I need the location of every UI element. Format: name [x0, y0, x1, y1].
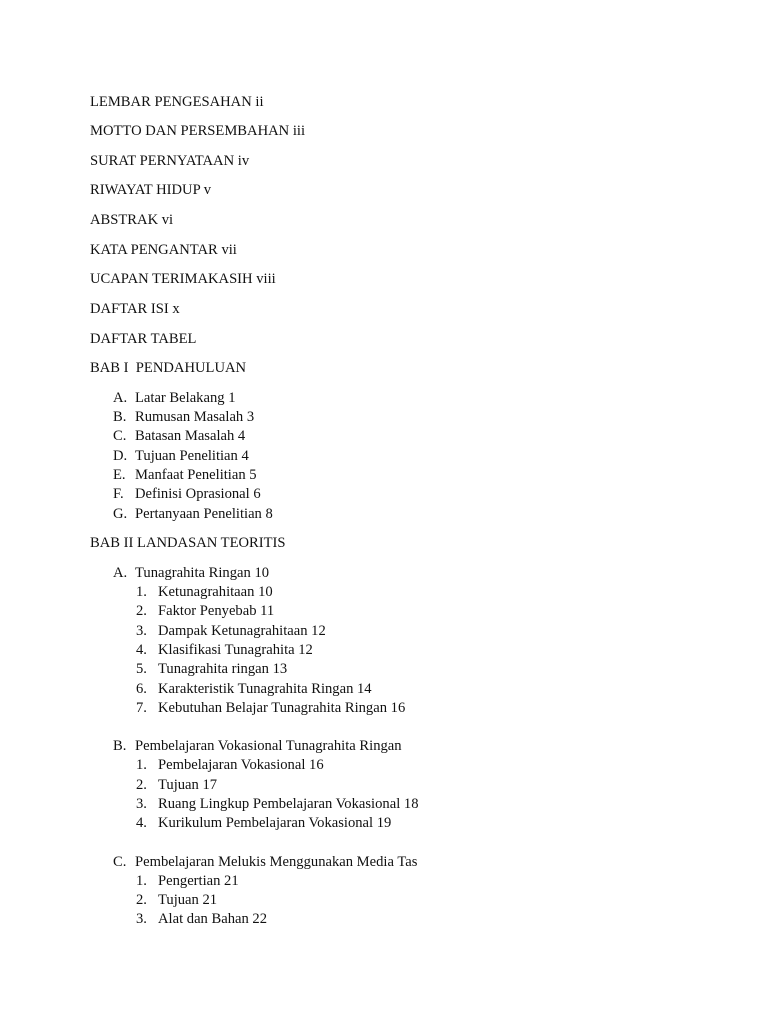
item-label: E. — [113, 467, 126, 483]
item-text: Definisi Oprasional 6 — [135, 486, 261, 502]
item-text: Rumusan Masalah 3 — [135, 409, 255, 425]
item-number: 5. — [136, 661, 147, 677]
chapter-title: BAB I PENDAHULUAN — [90, 360, 247, 376]
chapter-title: BAB II LANDASAN TEORITIS — [90, 535, 286, 551]
item-text: Tujuan Penelitian 4 — [135, 448, 249, 464]
item-label: C. — [113, 428, 127, 444]
toc-entry: LEMBAR PENGESAHAN ii — [90, 94, 264, 110]
item-text: Pertanyaan Penelitian 8 — [135, 506, 273, 522]
item-text: Manfaat Penelitian 5 — [135, 467, 257, 483]
item-text: Latar Belakang 1 — [135, 390, 236, 406]
toc-entry: UCAPAN TERIMAKASIH viii — [90, 271, 276, 287]
item-text: Ruang Lingkup Pembelajaran Vokasional 18 — [158, 796, 419, 812]
item-text: Klasifikasi Tunagrahita 12 — [158, 642, 313, 658]
item-label: D. — [113, 448, 128, 464]
item-text: Tunagrahita ringan 13 — [158, 661, 288, 677]
section-text: Pembelajaran Melukis Menggunakan Media Tas — [135, 854, 418, 870]
item-number: 3. — [136, 796, 147, 812]
item-label: A. — [113, 390, 128, 406]
item-text: Kebutuhan Belajar Tunagrahita Ringan 16 — [158, 700, 406, 716]
item-text: Ketunagrahitaan 10 — [158, 584, 273, 600]
item-text: Pembelajaran Vokasional 16 — [158, 757, 324, 773]
section-label: B. — [113, 738, 127, 754]
item-text: Tujuan 17 — [158, 777, 218, 793]
item-text: Karakteristik Tunagrahita Ringan 14 — [158, 681, 372, 697]
item-number: 6. — [136, 681, 147, 697]
item-label: F. — [113, 486, 124, 502]
toc-entry: RIWAYAT HIDUP v — [90, 182, 212, 198]
item-number: 2. — [136, 603, 147, 619]
item-number: 1. — [136, 873, 147, 889]
toc-entry: SURAT PERNYATAAN iv — [90, 153, 250, 169]
item-number: 1. — [136, 584, 147, 600]
item-number: 7. — [136, 700, 147, 716]
item-number: 1. — [136, 757, 147, 773]
toc-entry: DAFTAR TABEL — [90, 331, 197, 347]
section-label: C. — [113, 854, 127, 870]
item-label: B. — [113, 409, 127, 425]
item-number: 3. — [136, 623, 147, 639]
item-text: Kurikulum Pembelajaran Vokasional 19 — [158, 815, 392, 831]
item-number: 3. — [136, 911, 147, 927]
item-number: 2. — [136, 892, 147, 908]
item-text: Pengertian 21 — [158, 873, 239, 889]
toc-entry: MOTTO DAN PERSEMBAHAN iii — [90, 123, 306, 139]
item-text: Batasan Masalah 4 — [135, 428, 246, 444]
item-number: 4. — [136, 815, 147, 831]
item-text: Faktor Penyebab 11 — [158, 603, 275, 619]
section-label: A. — [113, 565, 128, 581]
toc-entry: ABSTRAK vi — [90, 212, 174, 228]
item-text: Tujuan 21 — [158, 892, 218, 908]
section-text: Tunagrahita Ringan 10 — [135, 565, 270, 581]
item-number: 4. — [136, 642, 147, 658]
toc-entry: KATA PENGANTAR vii — [90, 242, 237, 258]
section-text: Pembelajaran Vokasional Tunagrahita Ringan — [135, 738, 402, 754]
item-number: 2. — [136, 777, 147, 793]
item-text: Dampak Ketunagrahitaan 12 — [158, 623, 326, 639]
item-text: Alat dan Bahan 22 — [158, 911, 268, 927]
item-label: G. — [113, 506, 128, 522]
toc-entry: DAFTAR ISI x — [90, 301, 180, 317]
